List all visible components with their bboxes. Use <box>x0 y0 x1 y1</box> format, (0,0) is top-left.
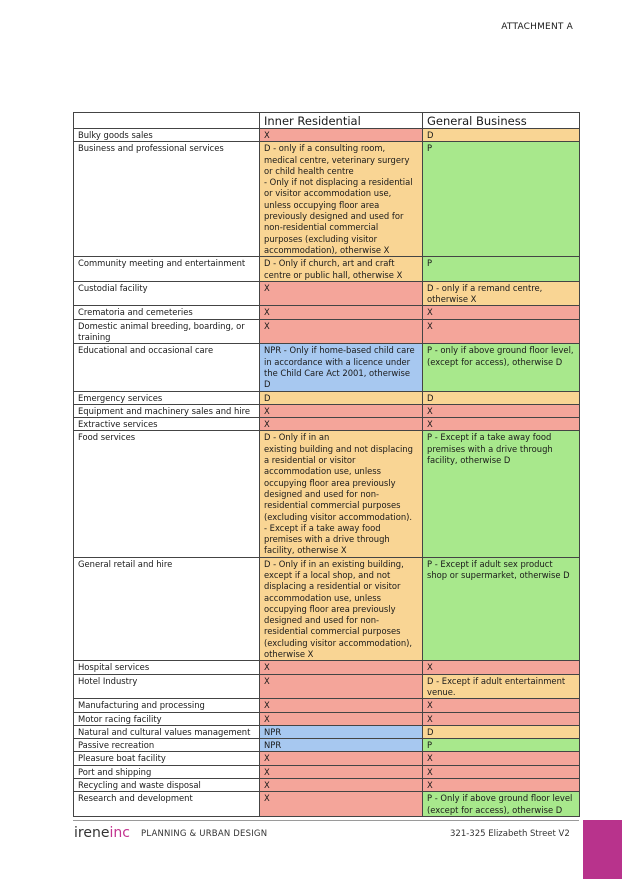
general-business-cell: X <box>423 752 580 765</box>
use-cell: Pleasure boat facility <box>74 752 260 765</box>
inner-residential-cell: D - Only if in an existing building, except if a local shop, and not displacing a residential or visitor accommodation use, unless occupying floor area previously designed and used for non-residential commercial purposes (excluding visitor accommodation), otherwise X <box>260 557 423 661</box>
inner-residential-cell: D - Only if in an existing building and not displacing a residential or visitor accommodation use, unless occupying floor area previously designed and used for non-residential commercial purposes (excluding visitor accommodation). - Except if a take away food premises with a drive through facility, otherwise X <box>260 431 423 557</box>
table-row <box>74 661 580 674</box>
inner-residential-cell: X <box>260 281 423 306</box>
table-row <box>74 257 580 282</box>
table-row <box>74 699 580 712</box>
table-header-row <box>74 113 580 129</box>
general-business-cell: X <box>423 319 580 344</box>
inner-residential-cell: D <box>260 391 423 404</box>
table-row <box>74 129 580 142</box>
inner-residential-cell: X <box>260 418 423 431</box>
use-cell: Motor racing facility <box>74 712 260 725</box>
general-business-cell: P <box>423 142 580 257</box>
footer-divider <box>73 820 579 821</box>
logo <box>74 825 130 841</box>
general-business-cell: D - only if a remand centre, otherwise X <box>423 281 580 306</box>
use-cell: Research and development <box>74 792 260 817</box>
general-business-cell: P - only if above ground floor level, (except for access), otherwise D <box>423 344 580 391</box>
table-row <box>74 431 580 557</box>
use-cell: Passive recreation <box>74 739 260 752</box>
use-cell: General retail and hire <box>74 557 260 661</box>
general-business-cell: X <box>423 404 580 417</box>
inner-residential-cell: NPR - Only if home-based child care in accordance with a licence under the Child Care Act 2001, otherwise D <box>260 344 423 391</box>
inner-residential-cell: X <box>260 319 423 344</box>
general-business-cell: D <box>423 725 580 738</box>
table-row <box>74 557 580 661</box>
table-row <box>74 281 580 306</box>
table-row <box>74 712 580 725</box>
general-business-cell: P <box>423 739 580 752</box>
table-row <box>74 792 580 817</box>
use-cell: Crematoria and cemeteries <box>74 306 260 319</box>
use-cell: Natural and cultural values management <box>74 725 260 738</box>
inner-residential-cell: X <box>260 779 423 792</box>
header-general-business: General Business <box>423 113 580 129</box>
general-business-cell: D <box>423 129 580 142</box>
use-cell: Food services <box>74 431 260 557</box>
tagline: PLANNING & URBAN DESIGN <box>141 829 268 839</box>
inner-residential-cell: X <box>260 306 423 319</box>
use-cell: Domestic animal breeding, boarding, or training <box>74 319 260 344</box>
use-cell: Custodial facility <box>74 281 260 306</box>
footer-address: 321-325 Elizabeth Street V2 <box>450 829 570 839</box>
general-business-cell: X <box>423 712 580 725</box>
inner-residential-cell: D - only if a consulting room, medical centre, veterinary surgery or child health centre - Only if not displacing a residential or visitor accommodation use, unless occupying floor area previously designed and used for non-residential commercial purposes (excluding visitor accommodation), otherwise X <box>260 142 423 257</box>
general-business-cell: X <box>423 661 580 674</box>
table-row <box>74 142 580 257</box>
use-cell: Bulky goods sales <box>74 129 260 142</box>
inner-residential-cell: NPR <box>260 725 423 738</box>
general-business-cell: D <box>423 391 580 404</box>
use-cell: Equipment and machinery sales and hire <box>74 404 260 417</box>
general-business-cell: X <box>423 779 580 792</box>
inner-residential-cell: X <box>260 752 423 765</box>
table-row <box>74 674 580 699</box>
attachment-label: ATTACHMENT A <box>501 22 573 32</box>
table-row <box>74 306 580 319</box>
use-table <box>73 112 580 817</box>
table-row <box>74 344 580 391</box>
use-cell: Hotel Industry <box>74 674 260 699</box>
inner-residential-cell: X <box>260 765 423 778</box>
general-business-cell: P - Except if adult sex product shop or supermarket, otherwise D <box>423 557 580 661</box>
brand-corner-block <box>583 820 622 879</box>
use-cell: Hospital services <box>74 661 260 674</box>
header-inner-residential: Inner Residential <box>260 113 423 129</box>
general-business-cell: X <box>423 418 580 431</box>
general-business-cell: X <box>423 765 580 778</box>
table-row <box>74 779 580 792</box>
inner-residential-cell: X <box>260 674 423 699</box>
general-business-cell: P - Only if above ground floor level (except for access), otherwise D <box>423 792 580 817</box>
use-cell: Port and shipping <box>74 765 260 778</box>
use-cell: Extractive services <box>74 418 260 431</box>
table-row <box>74 752 580 765</box>
inner-residential-cell: X <box>260 792 423 817</box>
table-row <box>74 404 580 417</box>
logo-irene: irene <box>74 825 110 841</box>
general-business-cell: P <box>423 257 580 282</box>
use-cell: Community meeting and entertainment <box>74 257 260 282</box>
inner-residential-cell: X <box>260 404 423 417</box>
general-business-cell: D - Except if adult entertainment venue. <box>423 674 580 699</box>
table-row <box>74 391 580 404</box>
general-business-cell: X <box>423 699 580 712</box>
use-cell: Business and professional services <box>74 142 260 257</box>
use-cell: Manufacturing and processing <box>74 699 260 712</box>
table-row <box>74 765 580 778</box>
inner-residential-cell: X <box>260 129 423 142</box>
use-cell: Emergency services <box>74 391 260 404</box>
general-business-cell: P - Except if a take away food premises with a drive through facility, otherwise D <box>423 431 580 557</box>
table-row <box>74 725 580 738</box>
header-use <box>74 113 260 129</box>
table-row <box>74 739 580 752</box>
inner-residential-cell: X <box>260 699 423 712</box>
table-row <box>74 418 580 431</box>
inner-residential-cell: NPR <box>260 739 423 752</box>
inner-residential-cell: D - Only if church, art and craft centre or public hall, otherwise X <box>260 257 423 282</box>
logo-inc: inc <box>109 825 130 841</box>
general-business-cell: X <box>423 306 580 319</box>
inner-residential-cell: X <box>260 712 423 725</box>
use-cell: Recycling and waste disposal <box>74 779 260 792</box>
table-row <box>74 319 580 344</box>
use-cell: Educational and occasional care <box>74 344 260 391</box>
inner-residential-cell: X <box>260 661 423 674</box>
